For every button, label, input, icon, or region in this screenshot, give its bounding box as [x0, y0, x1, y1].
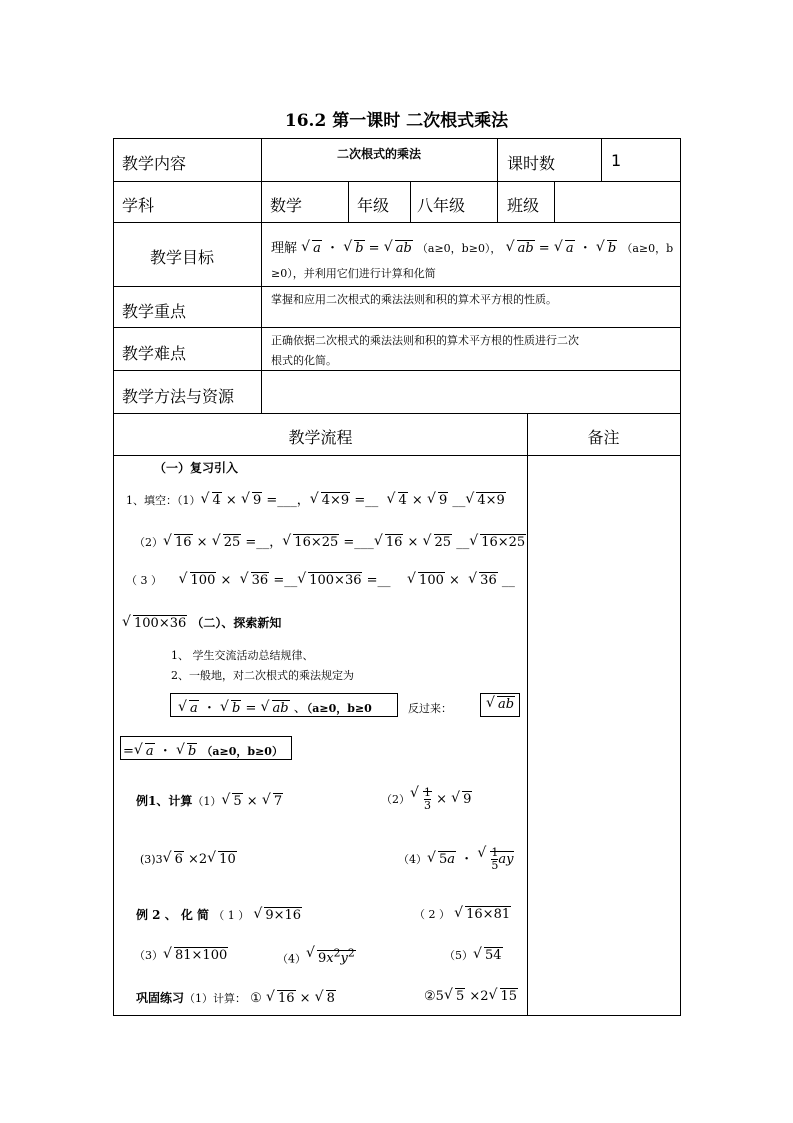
example-1-part-3: (3)3√ 6 ×2√ 10	[140, 852, 237, 867]
practice-2: ②5√ 5 ×2√ 15	[424, 989, 518, 1004]
method-label: 教学方法与资源	[122, 387, 235, 406]
example-2-part-4: （4）√ $9x^2y^2$	[277, 947, 356, 966]
goal-text-4: ≥0），并利用它们进行计算和化简	[271, 267, 436, 280]
goal-label: 教学目标	[150, 248, 215, 267]
subject-label: 学科	[122, 196, 155, 215]
question-2: （2）√ 16 × √ 25 =__，√ 16×25 =___√ 16 × √ 25 __√ 16×25	[134, 531, 526, 550]
example-2-part-5: （5）√ 54	[444, 947, 503, 963]
focus-text: 掌握和应用二次根式的乘法法则和积的算术平方根的性质。	[271, 293, 557, 306]
content-value: 二次根式的乘法	[336, 147, 421, 161]
hours-label: 课时数	[507, 154, 556, 173]
goal-formula: 理解 √ a ・ √ b = √ ab （a≥0，b≥0）， √ ab = √ a ・ √ b （a≥0，b	[271, 237, 673, 256]
content-label: 教学内容	[122, 154, 187, 173]
step-1: 1、 学生交流活动总结规律、	[171, 649, 314, 662]
section-review: （一）复习引入	[154, 461, 239, 475]
example-2-part-2: （ 2 ） √ 16×81	[414, 906, 511, 922]
rule-reverse-formula-2: =√ a ・ √ b （a≥0，b≥0）	[123, 740, 283, 759]
practice-1: 巩固练习（1）计算： ① √ 16 × √ 8	[136, 989, 336, 1006]
question-3-cont: √ 100×36 （二）、探索新知	[122, 614, 281, 631]
page-title: 16.2 第一课时 二次根式乘法	[284, 111, 509, 131]
example-2-part-1: 例 2 、 化 简 （ 1 ） √ 9×16	[136, 906, 302, 923]
grade-label: 年级	[357, 196, 390, 215]
difficulty-text-1: 正确依据二次根式的乘法法则和积的算术平方根的性质进行二次	[271, 334, 579, 347]
example-1-part-1: 例1、计算（1）√ 5 × √ 7	[136, 792, 283, 809]
class-label: 班级	[507, 196, 540, 215]
example-2-part-3: （3）√ 81×100	[134, 947, 228, 963]
step-2: 2、一般地，对二次根式的乘法规定为	[171, 669, 354, 682]
rule-reverse: 反过来：	[408, 702, 452, 715]
goal-text-2: （a≥0，b≥0），	[416, 242, 502, 255]
subject-value: 数学	[270, 196, 303, 215]
rule-reverse-formula: √ ab	[486, 697, 515, 712]
focus-label: 教学重点	[122, 302, 187, 321]
section-explore: （二）、探索新知	[191, 616, 282, 630]
goal-text-3: （a≥0，b	[621, 242, 674, 255]
question-3: （ 3 ） √ 100 × √ 36 =__√ 100×36 =__ √ 100 × √ 36 __	[126, 572, 515, 588]
remark-label: 备注	[587, 428, 620, 447]
question-1: 1、填空：（1）√ 4 × √ 9 =___，√ 4×9 =__ √ 4 × √ 9 __√ 4×9	[126, 489, 506, 508]
example-1-part-2: （2） √ $\frac{1}{3}$ × √ 9	[381, 787, 472, 812]
flow-label: 教学流程	[288, 428, 353, 447]
grade-value: 八年级	[417, 196, 466, 215]
difficulty-label: 教学难点	[122, 344, 187, 363]
difficulty-text-2: 根式的化简。	[271, 354, 337, 367]
goal-text-1: 理解	[271, 241, 298, 256]
hours-value: 1	[611, 151, 622, 170]
example-1-part-4: （4）√ 5a ・ √ $\frac{1}{5}$ ay	[398, 847, 514, 872]
rule-formula: √ a ・ √ b = √ ab 、（a≥0，b≥0	[178, 697, 372, 716]
lesson-plan-table	[113, 138, 681, 1016]
